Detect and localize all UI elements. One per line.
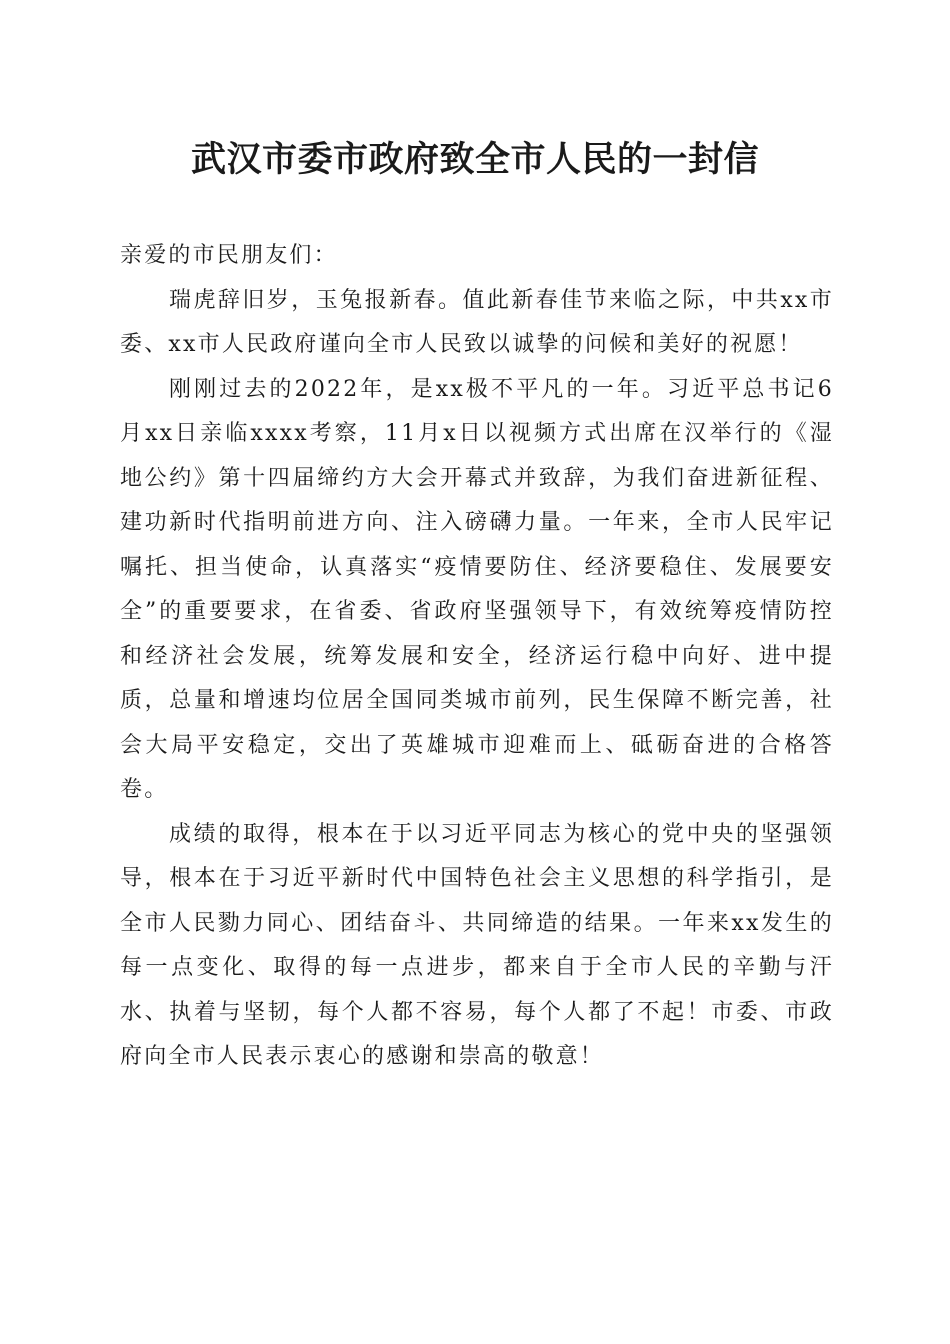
salutation: 亲爱的市民朋友们：: [120, 243, 338, 268]
paragraph-achievements: 成绩的取得，根本在于以习近平同志为核心的党中央的坚强领导，根本在于习近平新时代中国特色社会主义思想的科学指引，是全市人民勠力同心、团结奋斗、共同缔造的结果。一年来xx发生的每一点变化、取得的每一点进步，都来自于全市人民的辛勤与汗水、执着与坚韧，每个人都不容易，每个人都了不起！市委、市政府向全市人民表示衷心的感谢和崇高的敬意！: [120, 821, 834, 1069]
document-title: 武汉市委市政府致全市人民的一封信: [190, 139, 759, 180]
paragraph-year-review: 刚刚过去的2022年，是xx极不平凡的一年。习近平总书记6月xx日亲临xxxx考察，11月x日以视频方式出席在汉举行的《湿地公约》第十四届缔约方大会开幕式并致辞，为我们奋进新征程、建功新时代指明前进方向、注入磅礴力量。一年来，全市人民牢记嘱托、担当使命，认真落实“疫情要防住、经济要稳住、发展要安全”的重要要求，在省委、省政府坚强领导下，有效统筹疫情防控和经济社会发展，统筹发展和安全，经济运行稳中向好、进中提质，总量和增速均位居全国同类城市前列，民生保障不断完善，社会大局平安稳定，交出了英雄城市迎难而上、砥砺奋进的合格答卷。: [120, 376, 834, 802]
letter-body: [120, 234, 834, 1080]
paragraph-greeting: 瑞虎辞旧岁，玉兔报新春。值此新春佳节来临之际，中共xx市委、xx市人民政府谨向全市人民致以诚挚的问候和美好的祝愿！: [120, 287, 834, 357]
